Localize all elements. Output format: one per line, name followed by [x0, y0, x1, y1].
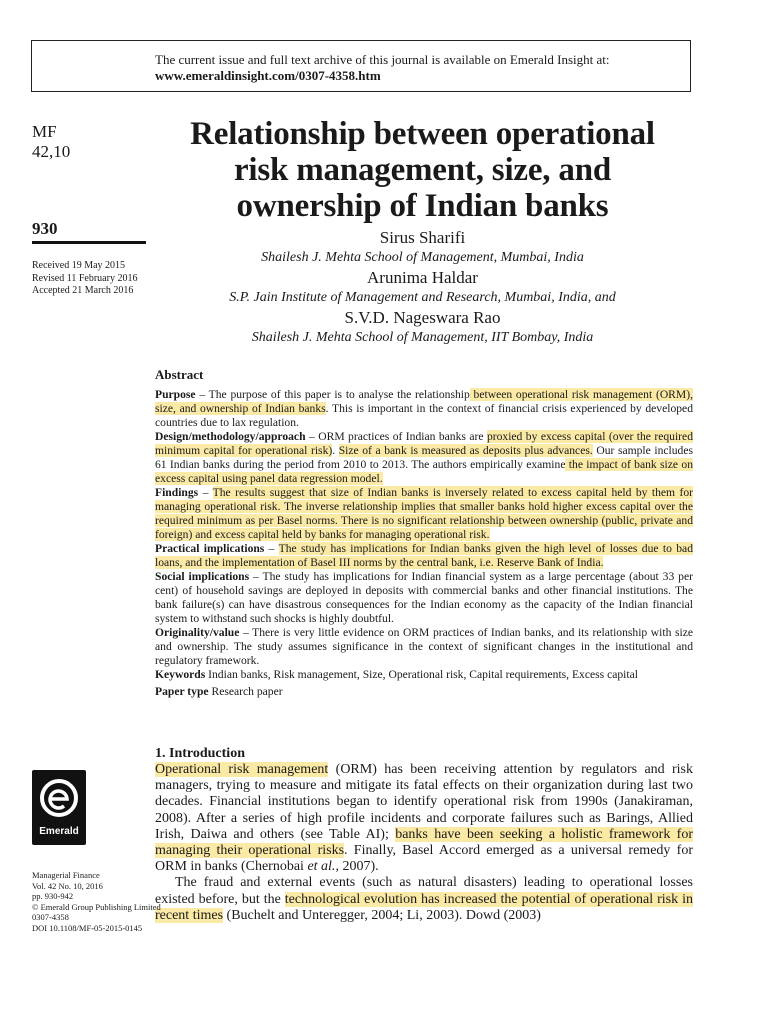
intro-paragraph-1	[155, 762, 693, 875]
article-dates	[32, 260, 137, 298]
social-label: Social implications	[155, 570, 250, 583]
intro-highlight: technological evolution has increased the potential of operational risk in recent times	[155, 891, 693, 923]
intro-highlight: Operational risk management	[155, 762, 329, 777]
journal-archive-notice	[31, 40, 691, 92]
abstract-keywords	[155, 668, 693, 682]
journal-info	[32, 870, 161, 933]
revised-date: Revised 11 February 2016	[32, 272, 138, 284]
keywords-text: Indian banks, Risk management, Size, Operational risk, Capital requirements, Excess capital	[205, 668, 638, 681]
abstract-purpose	[155, 388, 693, 430]
archive-notice-text: The current issue and full text archive of this journal is available on Emerald Insight at:	[155, 52, 610, 67]
intro-text: (Buchelt and Unteregger, 2004; Li, 2003). Dowd (2003)	[223, 907, 541, 923]
intro-text: (ORM) has been receiving attention by regulators and risk managers, trying to measure and mitigate its fatal effects on their organization during last two decades. Financial institutions began to identify operational risk from 1990s (Janakiraman, 2008). After a series of high profile incidents and corporate failures such as Barings, Allied Irish, Daiwa and others (see Table AI);	[155, 762, 694, 842]
journal-code	[32, 122, 70, 162]
purpose-label: Purpose	[155, 388, 196, 401]
purpose-text: . This is important in the context of financial crisis experienced by developed countries due to lax regulation.	[155, 402, 694, 429]
design-highlight: Size of a bank is measured as deposits plus advances.	[338, 444, 593, 457]
introduction-section	[155, 745, 693, 924]
findings-label: Findings	[155, 486, 199, 499]
intro-italic: et al.	[307, 859, 336, 875]
archive-url-link[interactable]: www.emeraldinsight.com/0307-4358.htm	[155, 68, 381, 83]
design-highlight: proxied by excess capital (over the required minimum capital for operational risk)	[155, 430, 693, 457]
journal-issn: 0307-4358	[32, 912, 69, 922]
author-affiliation: S.P. Jain Institute of Management and Research, Mumbai, India, and	[229, 290, 616, 305]
intro-text: , 2007).	[335, 859, 379, 875]
author-name: S.V.D. Nageswara Rao	[344, 308, 501, 327]
abstract-findings	[155, 486, 693, 542]
journal-copyright: © Emerald Group Publishing Limited	[32, 901, 161, 912]
practical-label: Practical implications	[155, 542, 265, 555]
practical-text: –	[264, 542, 279, 555]
abstract-design	[155, 430, 693, 486]
purpose-text: – The purpose of this paper is to analyse the relationship	[195, 388, 470, 401]
received-date: Received 19 May 2015	[32, 260, 126, 271]
design-text: .	[332, 444, 339, 457]
intro-paragraph-2	[155, 875, 693, 924]
design-text: Our sample includes 61 Indian banks during the period from 2010 to 2013. The authors empirically examine	[155, 444, 694, 471]
intro-text: . Finally, Basel Accord emerged as a universal remedy for ORM in banks (Chernobai	[155, 843, 693, 875]
intro-text: The fraud and external events (such as natural disasters) leading to operational losses existed before, but the	[155, 875, 693, 907]
abstract-originality	[155, 626, 693, 668]
journal-volume: Vol. 42 No. 10, 2016	[32, 880, 103, 891]
author-name: Sirus Sharifi	[379, 228, 466, 247]
abstract-social	[155, 570, 693, 626]
title-line-1: Relationship between operational	[190, 116, 655, 152]
originality-text: – There is very little evidence on ORM practices of Indian banks, and its relationship with size and ownership. The study assumes significance in the context of significant changes in the institutional and regulatory framework.	[155, 626, 693, 667]
emerald-logo-text: Emerald	[39, 826, 79, 837]
findings-highlight: The results suggest that size of Indian banks is inversely related to excess capital held by them for managing operational risk. The inverse relationship implies that smaller banks hold higher excess capital over the required minimum as per Basel norms. There is no significant relationship between ownership (public, private and foreign) and excess capital held by banks for managing operational risk.	[155, 486, 693, 541]
purpose-highlight: between operational risk management (ORM), size, and ownership of Indian banks	[155, 388, 693, 415]
article-title	[150, 116, 695, 224]
abstract-paper-type	[155, 685, 693, 699]
author-name: Arunima Haldar	[367, 268, 478, 287]
intro-heading: 1. Introduction	[155, 746, 245, 761]
design-label: Design/methodology/approach	[155, 430, 306, 443]
journal-pages: pp. 930-942	[32, 891, 74, 901]
abstract-heading: Abstract	[155, 367, 204, 382]
paper-type-label: Paper type	[155, 685, 209, 698]
design-text: – ORM practices of Indian banks are	[305, 430, 487, 443]
title-line-3: ownership of Indian banks	[236, 188, 609, 224]
intro-highlight: banks have been seeking a holistic framework for managing their operational risks	[155, 826, 693, 859]
practical-highlight: The study has implications for Indian banks given the high level of losses due to bad loans, and the implementation of Basel III norms by the central bank, i.e. Reserve Bank of India.	[155, 542, 693, 569]
journal-name: Managerial Finance	[32, 870, 100, 880]
author-affiliation: Shailesh J. Mehta School of Management, Mumbai, India	[261, 250, 584, 265]
abstract-practical	[155, 542, 693, 570]
design-highlight: the impact of bank size on excess capital using panel data regression model.	[155, 458, 693, 485]
page-number: 930	[32, 219, 58, 238]
author-list	[150, 228, 695, 348]
margin-rule	[32, 241, 146, 244]
abstract-section	[155, 368, 693, 699]
author-affiliation: Shailesh J. Mehta School of Management, IIT Bombay, India	[251, 330, 594, 345]
paper-type-text: Research paper	[208, 685, 283, 698]
emerald-e-logo-icon	[39, 778, 79, 818]
volume-issue: 42,10	[32, 142, 71, 161]
emerald-logo	[32, 770, 86, 845]
findings-text: –	[198, 486, 213, 499]
journal-abbrev: MF	[32, 122, 57, 141]
social-text: – The study has implications for Indian financial system as a large percentage (about 33 per cent) of household savings are deployed in deposits with commercial banks and other financial institutions. The bank failure(s) can have disastrous consequences for the Indian economy as the capacity of the Indian financial system to withstand such shocks is highly doubtful.	[155, 570, 693, 625]
journal-doi: DOI 10.1108/MF-05-2015-0145	[32, 922, 143, 933]
title-line-2: risk management, size, and	[233, 152, 612, 188]
accepted-date: Accepted 21 March 2016	[32, 285, 134, 296]
originality-label: Originality/value	[155, 626, 240, 639]
keywords-label: Keywords	[155, 668, 206, 681]
